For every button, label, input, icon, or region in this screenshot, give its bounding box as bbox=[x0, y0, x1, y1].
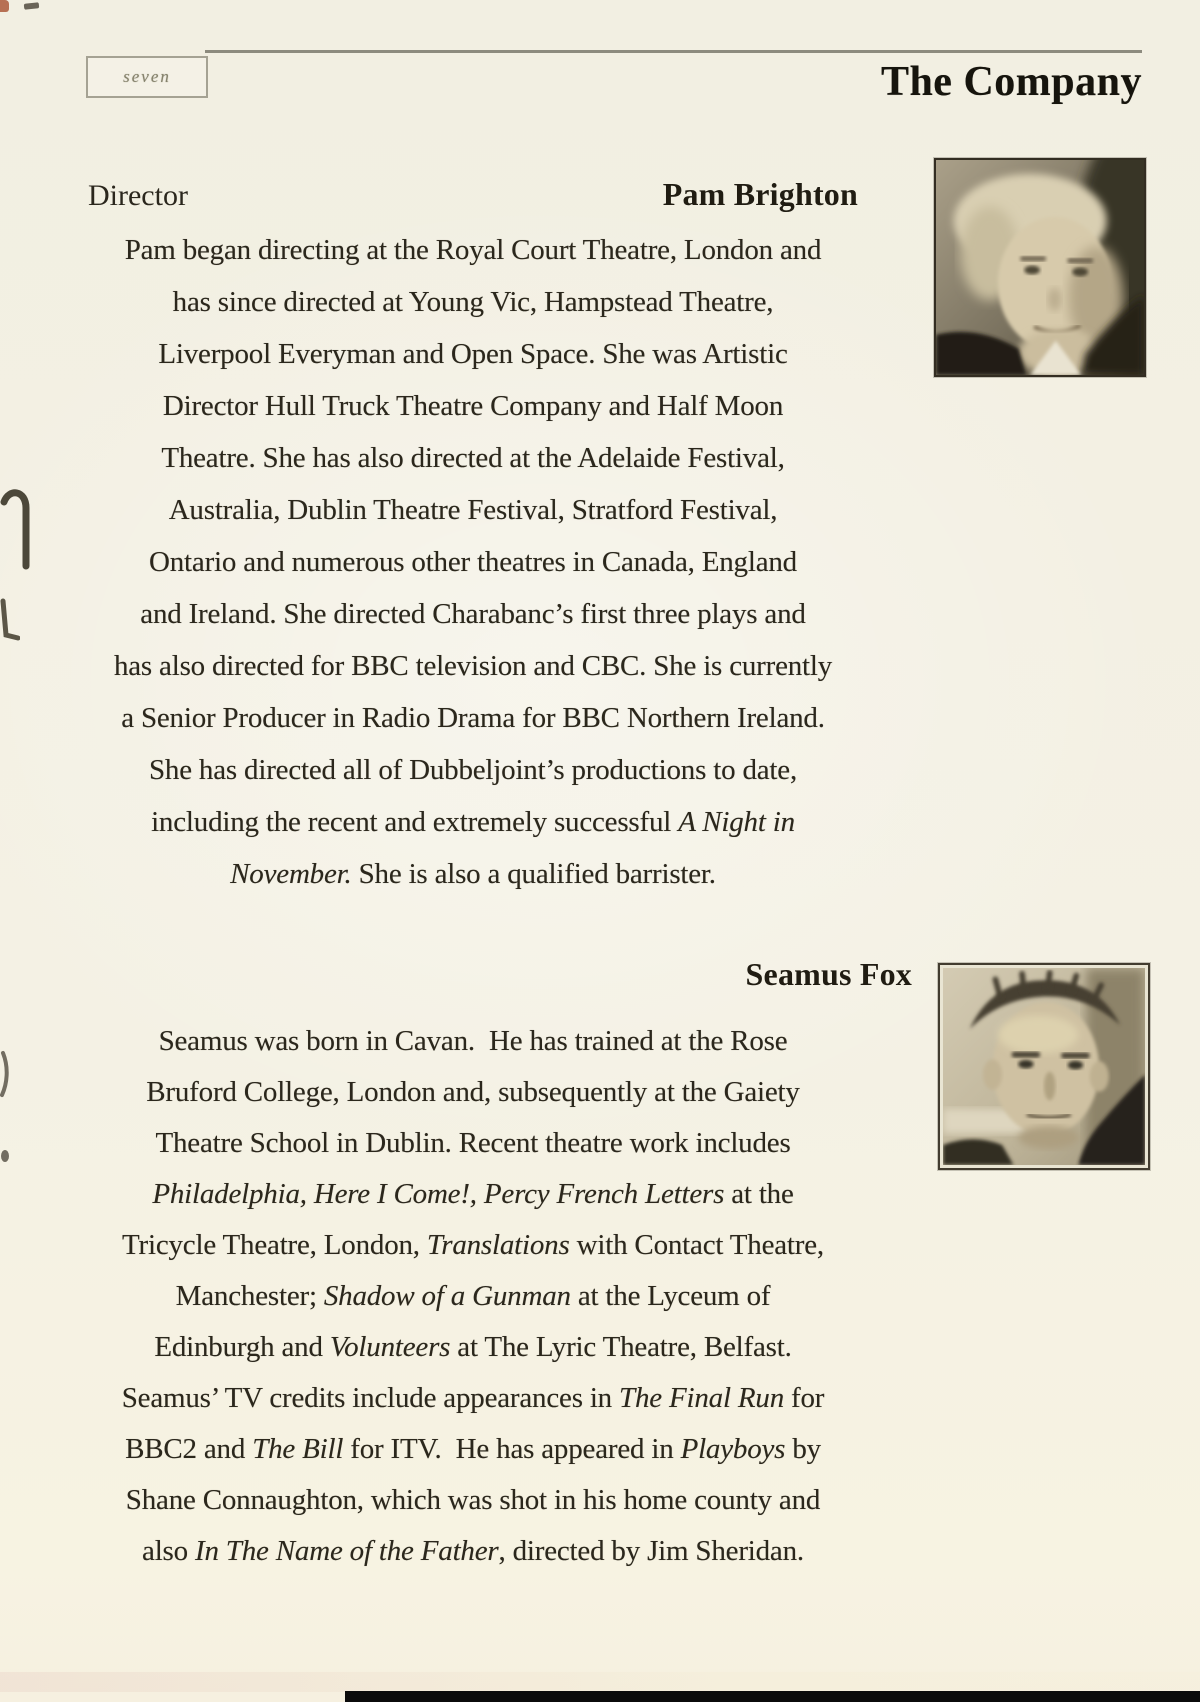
bio-line: She has directed all of Dubbeljoint’s productions to date, bbox=[148, 754, 797, 786]
bio-line: Liverpool Everyman and Open Space. She was Artistic bbox=[158, 338, 788, 370]
director-role-label: Director bbox=[88, 179, 188, 212]
header-rule bbox=[205, 50, 1142, 53]
bio-line: Ontario and numerous other theatres in Canada, England bbox=[149, 546, 797, 578]
bio-line: Pam began directing at the Royal Court Theatre, London and bbox=[124, 234, 822, 266]
ink-mark-left-2 bbox=[0, 598, 20, 644]
seamus-bio-header bbox=[88, 956, 912, 993]
bio-line: Seamus was born in Cavan. He has trained at the Rose bbox=[158, 1025, 788, 1057]
bio-line: Bruford College, London and, subsequently at the Gaiety bbox=[146, 1076, 800, 1108]
ink-mark-left-3 bbox=[0, 1050, 12, 1098]
bio-line: and Ireland. She directed Charabanc’s first three plays and bbox=[140, 598, 806, 630]
seamus-fox-bio bbox=[88, 1016, 858, 1577]
pam-brighton-photo bbox=[934, 158, 1146, 377]
pam-brighton-bio bbox=[88, 224, 858, 900]
bio-line: Tricycle Theatre, London, Translations with Contact Theatre, bbox=[122, 1229, 824, 1261]
bio-line: has also directed for BBC television and CBC. She is currently bbox=[113, 650, 833, 682]
page-title: The Company bbox=[880, 59, 1142, 105]
bio-line: November. She is also a qualified barrister. bbox=[230, 858, 716, 890]
ink-mark-left-1 bbox=[0, 486, 30, 572]
bio-line: Philadelphia, Here I Come!, Percy French Letters at the bbox=[152, 1178, 794, 1210]
seamus-portrait-illustration bbox=[943, 968, 1145, 1165]
bio-line: Director Hull Truck Theatre Company and Half Moon bbox=[162, 390, 784, 422]
pam-portrait-illustration bbox=[936, 160, 1144, 375]
scan-bottom-tint bbox=[0, 1672, 1200, 1692]
bio-line: Theatre. She has also directed at the Adelaide Festival, bbox=[161, 442, 785, 474]
seamus-fox-name: Seamus Fox bbox=[745, 956, 912, 992]
page-number-box bbox=[86, 56, 208, 98]
bio-line: Theatre School in Dublin. Recent theatre work includes bbox=[155, 1127, 791, 1159]
page-number-label: seven bbox=[123, 67, 171, 86]
bio-line: also In The Name of the Father, directed by Jim Sheridan. bbox=[142, 1535, 804, 1567]
bio-line: has since directed at Young Vic, Hampstead Theatre, bbox=[172, 286, 774, 318]
bio-line: Manchester; Shadow of a Gunman at the Lyceum of bbox=[175, 1280, 771, 1312]
pam-bio-header bbox=[88, 176, 858, 213]
seamus-fox-photo bbox=[938, 963, 1150, 1170]
scan-bottom-bar bbox=[345, 1691, 1200, 1702]
bio-line: Shane Connaughton, which was shot in his home county and bbox=[125, 1484, 821, 1516]
scan-speck-dark bbox=[24, 2, 40, 10]
bio-line: Australia, Dublin Theatre Festival, Stratford Festival, bbox=[168, 494, 778, 526]
bio-line: a Senior Producer in Radio Drama for BBC Northern Ireland. bbox=[121, 702, 825, 734]
bio-line: Edinburgh and Volunteers at The Lyric Theatre, Belfast. bbox=[154, 1331, 792, 1363]
ink-mark-left-4 bbox=[0, 1148, 12, 1164]
scan-speck-red bbox=[0, 0, 9, 12]
bio-line: BBC2 and The Bill for ITV. He has appeared in Playboys by bbox=[125, 1433, 821, 1465]
bio-line: Seamus’ TV credits include appearances in The Final Run for bbox=[121, 1382, 825, 1414]
bio-line: including the recent and extremely successful A Night in bbox=[151, 806, 795, 838]
pam-brighton-name: Pam Brighton bbox=[662, 176, 858, 212]
